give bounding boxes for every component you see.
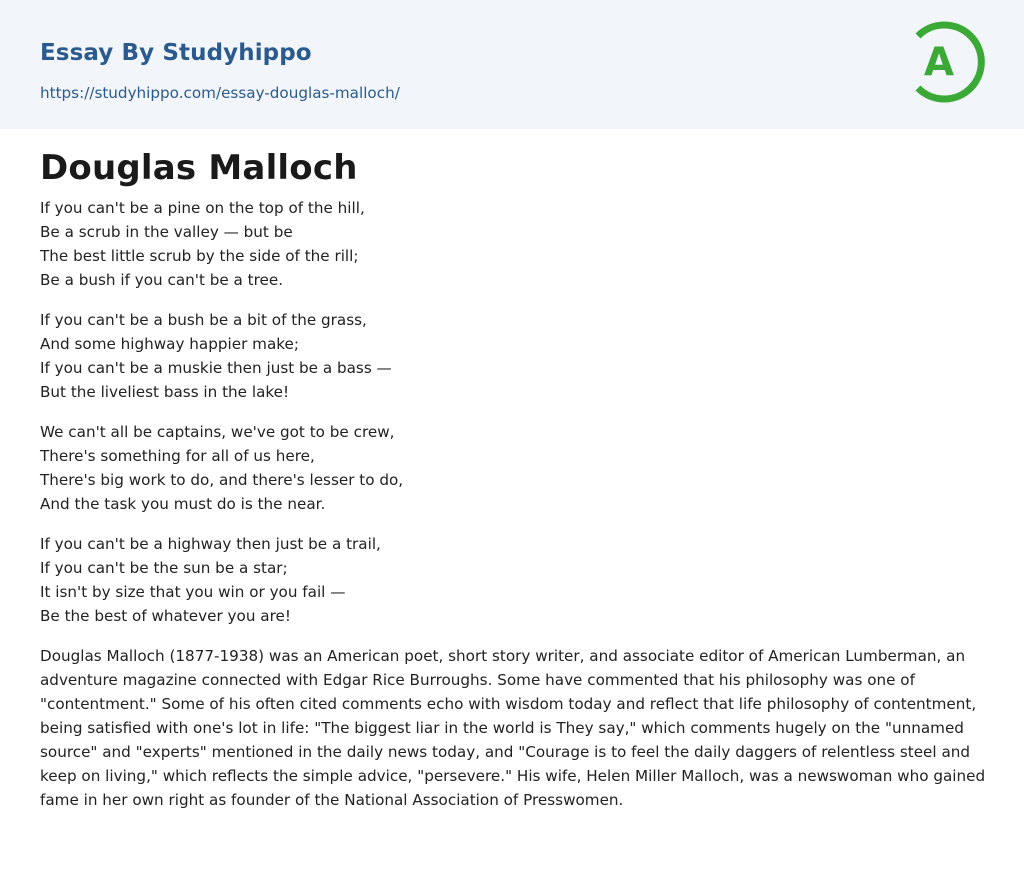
author-bio-paragraph: Douglas Malloch (1877-1938) was an American poet, short story writer, and associate editor of American Lumberman, an adventure magazine connected with Edgar Rice Burroughs. Some have commented that his philosophy was one of "contentment." Some of his often cited comments echo with wisdom today and reflect that life philosophy of contentment, being satisfied with one's lot in life: "The biggest liar in the world is They say," which comments hugely on the "unnamed source" and "experts" mentioned in the daily news today, and "Courage is to feel the daily daggers of relentless steel and keep on living," which reflects the simple advice, "persevere." His wife, Helen Miller Malloch, was a newswoman who gained fame in her own right as founder of the National Association of Presswomen.: [40, 647, 986, 809]
poem-line: The best little scrub by the side of the rill;: [40, 247, 359, 265]
poem-stanza-1: [40, 196, 984, 292]
poem-line: If you can't be the sun be a star;: [40, 559, 288, 577]
poem-line: Be a scrub in the valley — but be: [40, 223, 293, 241]
poem: [40, 196, 984, 628]
poem-line: Be the best of whatever you are!: [40, 607, 291, 625]
source-url-link[interactable]: https://studyhippo.com/essay-douglas-malloch/: [40, 84, 400, 102]
poem-line: If you can't be a pine on the top of the hill,: [40, 199, 365, 217]
poem-line: It isn't by size that you win or you fail —: [40, 583, 346, 601]
poem-line: But the liveliest bass in the lake!: [40, 383, 290, 401]
poem-line: And the task you must do is the near.: [40, 495, 326, 513]
poem-line: If you can't be a muskie then just be a bass —: [40, 359, 392, 377]
poem-stanza-2: [40, 308, 984, 404]
poem-line: And some highway happier make;: [40, 335, 299, 353]
article-content: [0, 129, 1024, 812]
poem-line: If you can't be a highway then just be a trail,: [40, 535, 381, 553]
poem-line: There's something for all of us here,: [40, 447, 315, 465]
poem-line: There's big work to do, and there's lesser to do,: [40, 471, 404, 489]
poem-line: Be a bush if you can't be a tree.: [40, 271, 284, 289]
page-header: [0, 0, 1024, 129]
logo-letter: A: [923, 40, 955, 85]
studyhippo-logo-icon[interactable]: [912, 18, 988, 106]
poem-stanza-3: [40, 420, 984, 516]
brand-title: Essay By Studyhippo: [40, 40, 312, 66]
poem-stanza-4: [40, 532, 984, 628]
poem-line: If you can't be a bush be a bit of the grass,: [40, 311, 367, 329]
poem-line: We can't all be captains, we've got to be crew,: [40, 423, 395, 441]
article-title: Douglas Malloch: [40, 148, 358, 188]
